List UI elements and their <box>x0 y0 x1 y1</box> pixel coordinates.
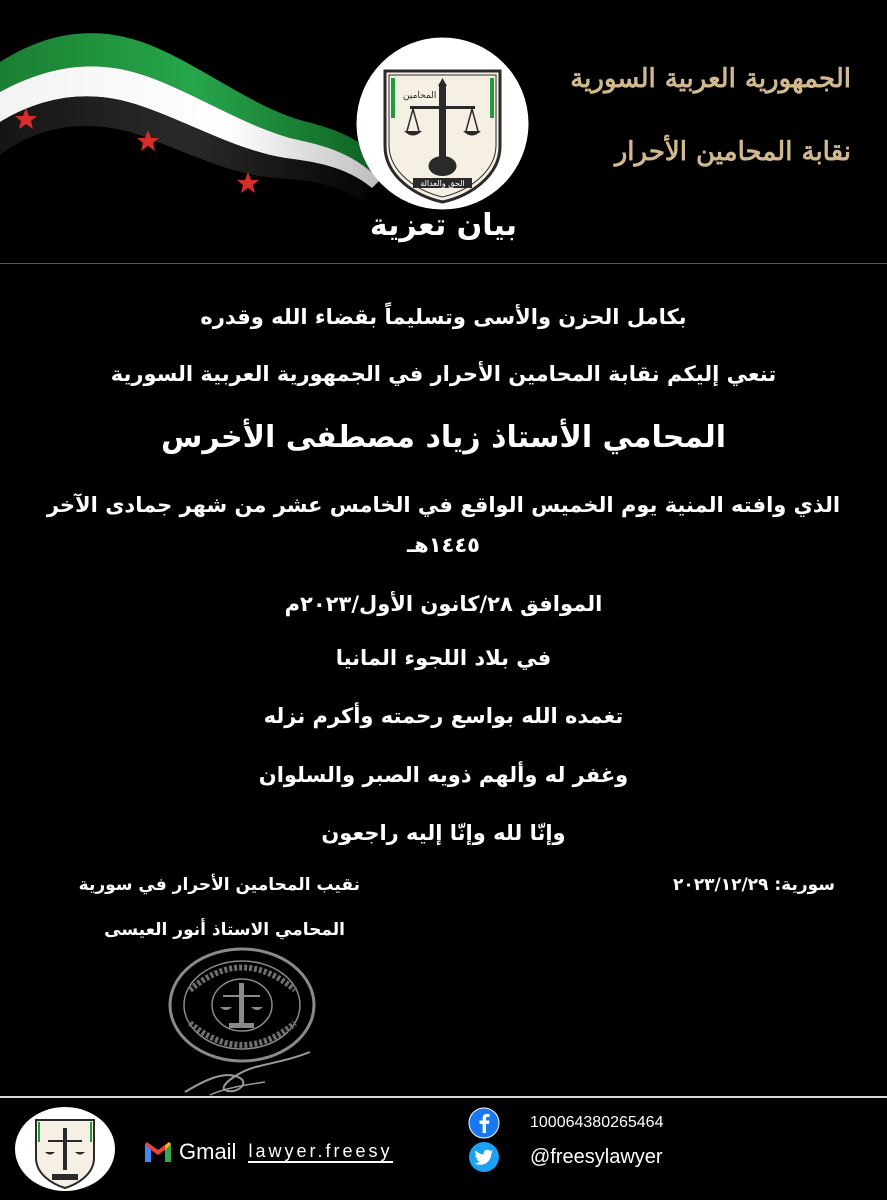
gmail-label: Gmail <box>179 1139 237 1164</box>
prayer-line-1: تغمده الله بواسع رحمته وأكرم نزله <box>263 704 624 728</box>
facebook-icon <box>468 1107 500 1139</box>
footer-divider <box>0 1096 887 1098</box>
country-title: الجمهورية العربية السورية <box>570 64 851 94</box>
header-divider <box>0 263 887 264</box>
hijri-year-line: ١٤٤٥هـ <box>406 533 481 557</box>
statement-title: بيان تعزية <box>369 208 518 243</box>
condolence-opening-line: بكامل الحزن والأسى وتسليماً بقضاء الله وقدره <box>200 305 687 329</box>
deceased-name: المحامي الأستاذ زياد مصطفى الأخرس <box>160 420 727 455</box>
gmail-contact[interactable] <box>143 1138 393 1166</box>
emblem-bottom-text: الحق والعدالة <box>420 179 465 188</box>
email-handle[interactable]: lawyer.freesy <box>248 1141 393 1161</box>
closing-verse-line: وإنّا لله وإنّا إليه راجعون <box>321 821 566 845</box>
signatory-title: نقيب المحامين الأحرار في سورية <box>78 875 360 895</box>
location-line: في بلاد اللجوء المانيا <box>335 646 552 670</box>
twitter-handle[interactable]: @freesylawyer <box>530 1145 663 1168</box>
twitter-icon <box>468 1141 500 1173</box>
handwritten-signature-icon <box>180 1040 320 1100</box>
gregorian-date-line: الموافق ٢٨/كانون الأول/٢٠٢٣م <box>284 592 603 616</box>
facebook-contact[interactable] <box>468 1107 663 1139</box>
death-date-hijri-line: الذي وافته المنية يوم الخميس الواقع في الخامس عشر من شهر جمادى الآخر <box>46 493 841 517</box>
lawyers-logo-icon <box>14 1106 116 1192</box>
organization-title: نقابة المحامين الأحرار <box>614 137 851 167</box>
twitter-contact[interactable] <box>468 1141 663 1173</box>
emblem-top-text: المحامين <box>403 91 437 101</box>
syrian-revolution-flag-icon <box>0 20 400 210</box>
gmail-icon <box>143 1140 173 1164</box>
announcement-line: تنعي إليكم نقابة المحامين الأحرار في الجمهورية العربية السورية <box>110 362 777 386</box>
statement-date: سورية: ٢٠٢٣/١٢/٢٩ <box>672 875 835 895</box>
prayer-line-2: وغفر له وألهم ذويه الصبر والسلوان <box>258 763 629 787</box>
signatory-name: المحامي الاستاذ أنور العيسى <box>104 920 345 940</box>
facebook-id[interactable]: 100064380265464 <box>530 1114 664 1131</box>
scales-of-justice-emblem-icon <box>355 36 530 211</box>
